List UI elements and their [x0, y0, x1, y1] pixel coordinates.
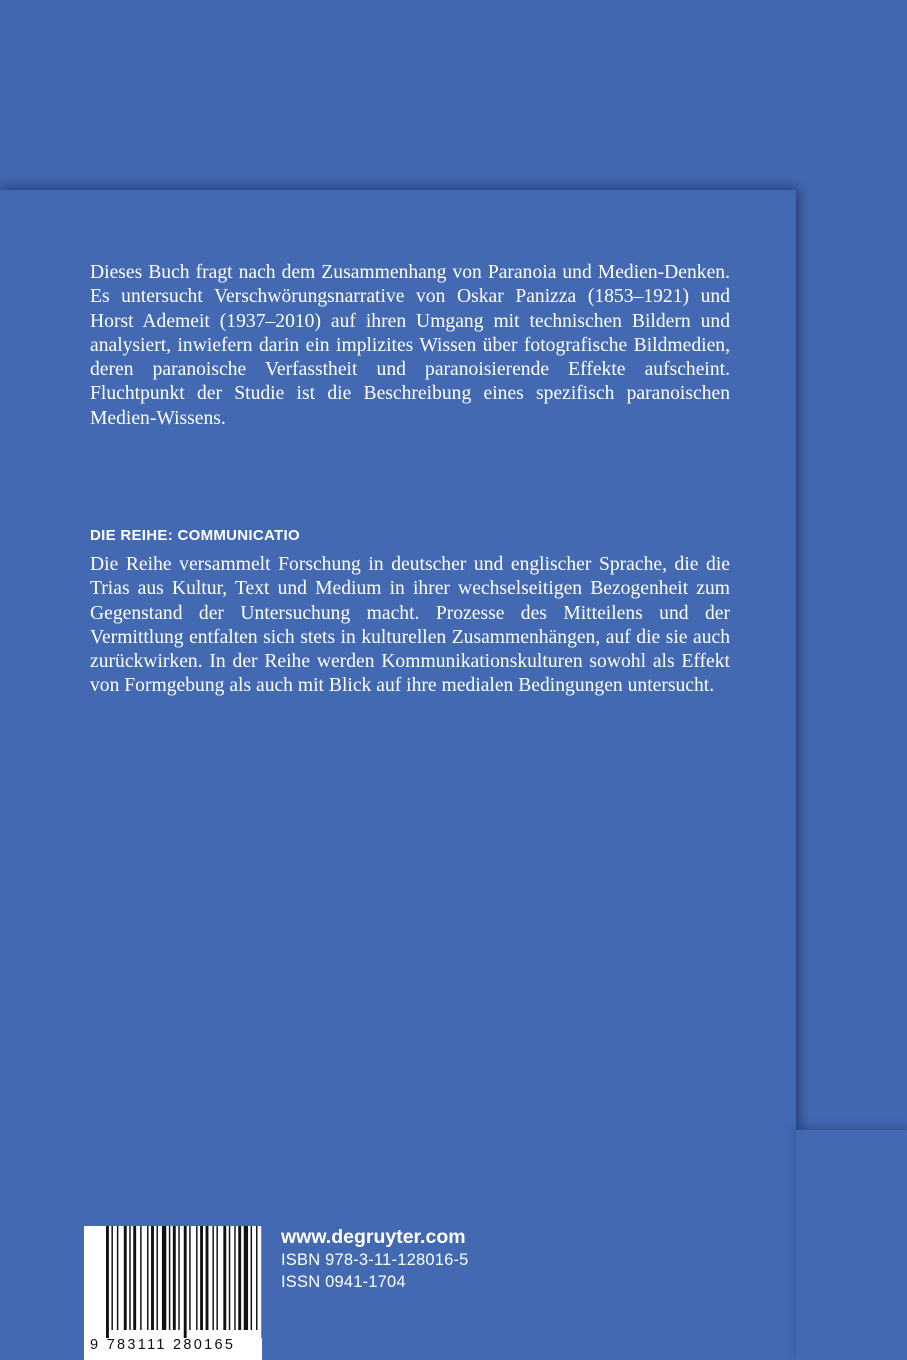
- barcode-bar: [124, 1226, 127, 1330]
- barcode-bar: [216, 1226, 217, 1330]
- barcode-bar: [178, 1226, 179, 1330]
- barcode-bar: [173, 1226, 176, 1330]
- barcode-bar: [129, 1226, 130, 1330]
- series-description: Die Reihe versammelt Forschung in deutscher und englischer Sprache, die die Trias aus Kultur, Text und Medium in ihrer wechselseitigen Bezogenheit zum Gegenstand der Untersuchung macht. Prozesse des Mitteilens und der Vermittlung entfalten sich stets in kulturellen Zusammenhängen, auf die sie auch zurückwirken. In der Reihe werden Kommunikationskulturen sowohl als Effekt von Formgebung als auch mit Blick auf ihre medialen Bedingungen untersucht.: [90, 554, 730, 697]
- series-heading: DIE REIHE: COMMUNICATIO: [90, 527, 300, 544]
- cover-edge-strip: [796, 1130, 907, 1360]
- barcode-bar: [223, 1226, 226, 1330]
- barcode-bar: [196, 1226, 197, 1330]
- barcode-bar: [189, 1226, 190, 1330]
- barcode-bar: [251, 1226, 252, 1330]
- barcode-bar: [151, 1226, 154, 1330]
- barcode-bar: [200, 1226, 203, 1330]
- isbn-number: ISBN 978-3-11-128016-5: [281, 1251, 469, 1269]
- barcode-bar: [169, 1226, 170, 1330]
- barcode-bar: [147, 1226, 148, 1330]
- barcode-digits: 9 783111 280165: [90, 1337, 236, 1353]
- barcode-bars: [84, 1226, 262, 1338]
- barcode-bar: [206, 1226, 209, 1330]
- barcode-bar: [162, 1226, 166, 1330]
- barcode-bar: [117, 1226, 118, 1330]
- barcode-bar: [111, 1226, 112, 1330]
- barcode-bar: [106, 1226, 109, 1338]
- publisher-info: [281, 1225, 469, 1293]
- barcode: [84, 1226, 262, 1360]
- barcode-bar: [244, 1226, 248, 1330]
- barcode-bar: [140, 1226, 141, 1330]
- barcode-bar: [157, 1226, 158, 1330]
- barcode-bar: [234, 1226, 235, 1330]
- publisher-url: www.degruyter.com: [281, 1226, 466, 1248]
- barcode-bar: [212, 1226, 213, 1330]
- issn-number: ISSN 0941-1704: [281, 1273, 406, 1291]
- barcode-bar: [133, 1226, 136, 1330]
- barcode-bar: [262, 1226, 263, 1338]
- barcode-bar: [238, 1226, 241, 1330]
- barcode-bar: [229, 1226, 230, 1330]
- book-description: Dieses Buch fragt nach dem Zusammenhang von Paranoia und Medien-Denken. Es untersucht Verschwörungsnarrative von Oskar Panizza (1853–1921) und Horst Ademeit (1937–2010) auf ihren Umgang mit technischen Bildern und analysiert, inwiefern darin ein implizites Wissen über fotografische Bildmedien, deren paranoische Verfasstheit und paranoisierende Effekte aufscheint. Fluchtpunkt der Studie ist die Beschreibung eines spezifisch paranoischen Medien-Wissens.: [90, 262, 730, 429]
- barcode-bar: [184, 1226, 187, 1338]
- barcode-bar: [256, 1226, 257, 1330]
